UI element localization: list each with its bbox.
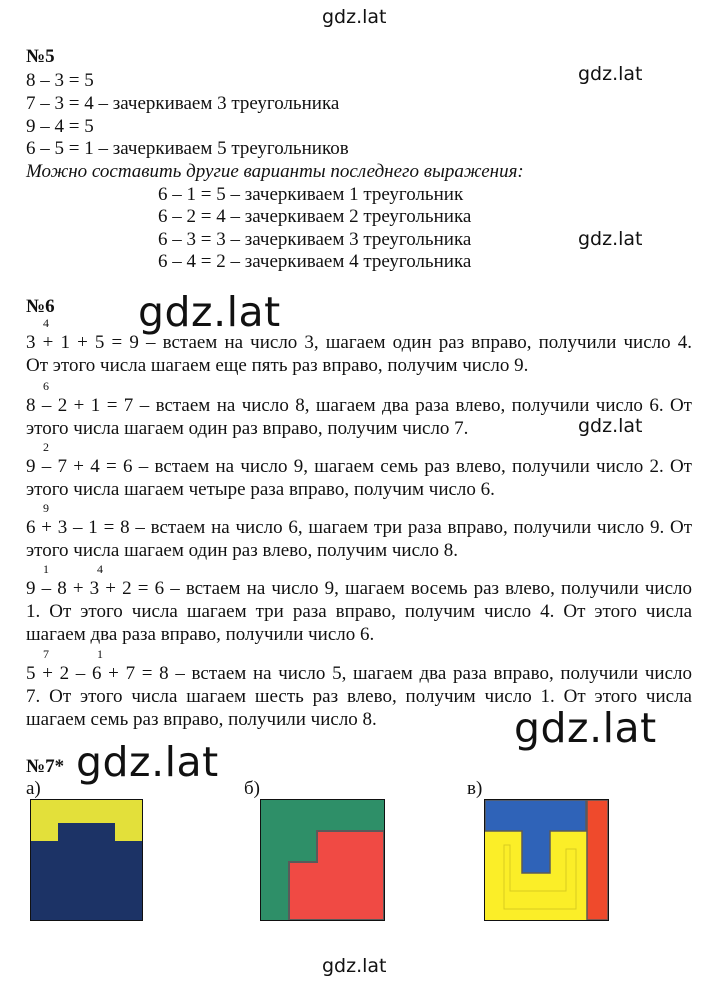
task6-line: 6 + 3 – 1 = 8 – встаем на число 6, шагаем три раза вправо, получили число 9. От <box>26 517 692 538</box>
task5-line: 7 – 3 = 4 – зачеркиваем 3 треугольника <box>26 93 340 114</box>
task6-line: шагаем семь раз вправо, получили число 8. <box>26 709 377 730</box>
task5-line: 6 – 5 = 1 – зачеркиваем 5 треугольников <box>26 138 349 159</box>
task7-title: №7* <box>26 756 65 777</box>
task6-title: №6 <box>26 296 55 317</box>
task6-line: 9 – 8 + 3 + 2 = 6 – встаем на число 9, шагаем восемь раз влево, получили число <box>26 578 692 599</box>
task5-line: 8 – 3 = 5 <box>26 70 94 91</box>
task6-line: 5 + 2 – 6 + 7 = 8 – встаем на число 5, шагаем два раза вправо, получили число <box>26 663 692 684</box>
step-superscript: 9 <box>43 501 49 515</box>
watermark: gdz.lat <box>578 63 643 85</box>
step-superscript: 4 <box>43 316 49 330</box>
figure-a <box>30 799 143 921</box>
task6-line: От этого числа шагаем еще пять раз вправо, получим число 9. <box>26 355 529 376</box>
step-superscript: 6 <box>43 379 49 393</box>
task6-line: этого числа шагаем один раз вправо, получим число 7. <box>26 418 469 439</box>
figure-label-a: а) <box>26 778 41 799</box>
figure-c <box>484 799 609 921</box>
watermark: gdz.lat <box>76 738 219 786</box>
task6-line: 1. От этого числа шагаем три раза вправо, получим число 4. От этого числа <box>26 601 692 622</box>
watermark: gdz.lat <box>322 955 387 977</box>
figure-label-b: б) <box>244 778 260 799</box>
step-superscript: 1 <box>97 647 103 661</box>
task6-line: этого числа шагаем четыре раза вправо, получим число 6. <box>26 479 495 500</box>
task6-line: шагаем два раза вправо, получили число 6. <box>26 624 375 645</box>
task5-variant: 6 – 1 = 5 – зачеркиваем 1 треугольник <box>158 184 464 205</box>
figure-c-red-piece <box>587 800 608 920</box>
figure-label-c: в) <box>467 778 483 799</box>
step-superscript: 4 <box>97 562 103 576</box>
task5-title: №5 <box>26 46 55 67</box>
figure-b <box>260 799 385 921</box>
task5-note: Можно составить другие варианты последнего выражения: <box>26 161 524 182</box>
watermark: gdz.lat <box>578 415 643 437</box>
task6-line: 3 + 1 + 5 = 9 – встаем на число 3, шагаем один раз вправо, получили число 4. <box>26 332 692 353</box>
task6-line: 8 – 2 + 1 = 7 – встаем на число 8, шагаем два раза влево, получили число 6. От <box>26 395 692 416</box>
watermark: gdz.lat <box>138 288 281 336</box>
watermark: gdz.lat <box>514 704 657 752</box>
step-superscript: 7 <box>43 647 49 661</box>
step-superscript: 2 <box>43 440 49 454</box>
task5-variant: 6 – 4 = 2 – зачеркиваем 4 треугольника <box>158 251 472 272</box>
task6-line: 7. От этого числа шагаем шесть раз влево, получим число 1. От этого числа <box>26 686 692 707</box>
task5-line: 9 – 4 = 5 <box>26 116 94 137</box>
task6-line: этого числа шагаем один раз влево, получим число 8. <box>26 540 458 561</box>
watermark: gdz.lat <box>322 6 387 28</box>
task5-variant: 6 – 3 = 3 – зачеркиваем 3 треугольника <box>158 229 472 250</box>
task6-line: 9 – 7 + 4 = 6 – встаем на число 9, шагаем семь раз влево, получили число 2. От <box>26 456 692 477</box>
watermark: gdz.lat <box>578 228 643 250</box>
step-superscript: 1 <box>43 562 49 576</box>
task5-variant: 6 – 2 = 4 – зачеркиваем 2 треугольника <box>158 206 472 227</box>
